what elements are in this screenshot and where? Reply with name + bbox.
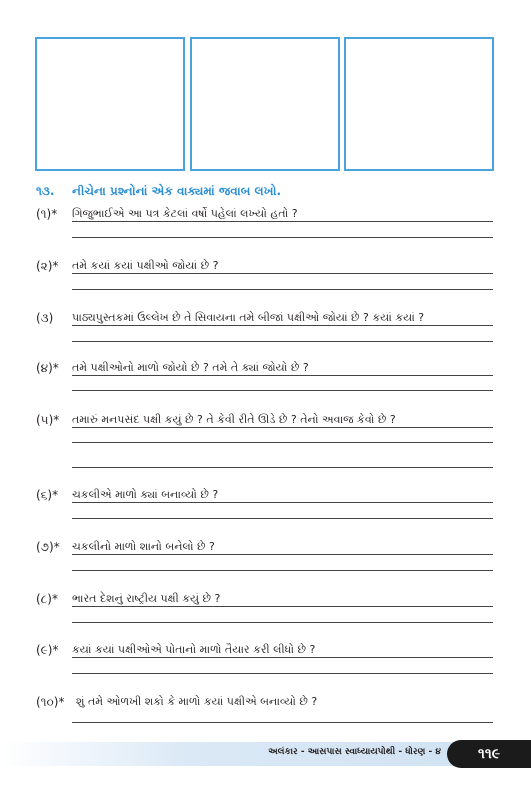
exercise-number: ૧૩. bbox=[36, 184, 55, 198]
question-9 bbox=[36, 643, 493, 663]
answer-line[interactable] bbox=[72, 657, 493, 658]
question-number: (૯)* bbox=[36, 643, 59, 657]
answer-line[interactable] bbox=[72, 570, 493, 571]
question-number: (૬)* bbox=[36, 488, 59, 502]
answer-line[interactable] bbox=[72, 442, 493, 443]
question-5 bbox=[36, 413, 493, 433]
answer-line[interactable] bbox=[72, 375, 493, 376]
answer-line[interactable] bbox=[72, 237, 493, 238]
question-4 bbox=[36, 361, 493, 381]
answer-line[interactable] bbox=[72, 221, 493, 222]
question-7 bbox=[36, 540, 493, 560]
question-text: શું તમે ઓળખી શકો કે માળો કયાં પક્ષીએ બનાવ્યો છે ? bbox=[76, 695, 321, 709]
question-number: (૧૦)* bbox=[36, 695, 65, 709]
question-number: (૫)* bbox=[36, 413, 60, 427]
question-text: પાઠ્યપુસ્તકમાં ઉલ્લેખ છે તે સિવાયના તમે બીજાં પક્ષીઓ જોયાં છે ? કયાં કયાં ? bbox=[72, 311, 428, 325]
question-text: તમારું મનપસંદ પક્ષી કયું છે ? તે કેવી રીતે ઊડે છે ? તેનો અવાજ કેવો છે ? bbox=[72, 413, 400, 427]
question-number: (૩) bbox=[36, 311, 54, 325]
answer-line[interactable] bbox=[72, 502, 493, 503]
question-6 bbox=[36, 488, 493, 508]
exercise-heading bbox=[36, 184, 281, 199]
question-text: ચકલીનો માળો શાનો બનેલો છે ? bbox=[72, 540, 219, 554]
drawing-box-2 bbox=[190, 37, 340, 171]
answer-line[interactable] bbox=[72, 467, 493, 468]
answer-line[interactable] bbox=[72, 606, 493, 607]
answer-line[interactable] bbox=[72, 622, 493, 623]
drawing-box-3 bbox=[344, 37, 494, 171]
answer-line[interactable] bbox=[72, 273, 493, 274]
question-8 bbox=[36, 592, 493, 612]
question-2 bbox=[36, 259, 493, 279]
answer-line[interactable] bbox=[72, 554, 493, 555]
question-text: કયાં કયાં પક્ષીઓએ પોતાનો માળો તૈયાર કરી લીધો છે ? bbox=[72, 643, 319, 657]
question-number: (૪)* bbox=[36, 361, 59, 375]
question-3 bbox=[36, 311, 493, 331]
question-text: તમે પક્ષીઓનો માળો જોયો છે ? તમે તે ક્યાં જોયો છે ? bbox=[72, 361, 313, 375]
question-number: (૮)* bbox=[36, 592, 58, 606]
answer-line[interactable] bbox=[72, 325, 493, 326]
answer-line[interactable] bbox=[72, 390, 493, 391]
question-1 bbox=[36, 207, 493, 227]
answer-line[interactable] bbox=[72, 673, 493, 674]
answer-line[interactable] bbox=[72, 341, 493, 342]
answer-line[interactable] bbox=[72, 722, 493, 723]
answer-line[interactable] bbox=[72, 289, 493, 290]
question-text: ગિજુભાઈએ આ પત્ર કેટલાં વર્ષો પહેલાં લખ્યો હતો ? bbox=[72, 207, 302, 221]
answer-line[interactable] bbox=[72, 518, 493, 519]
question-number: (૭)* bbox=[36, 540, 60, 554]
question-text: તમે કયાં કયાં પક્ષીઓ જોયાં છે ? bbox=[72, 259, 222, 273]
question-number: (૧)* bbox=[36, 207, 58, 221]
question-10 bbox=[36, 695, 493, 715]
question-text: ચકલીએ માળો ક્યાં બનાવ્યો છે ? bbox=[72, 488, 222, 502]
footer-title: અલંકાર - આસપાસ સ્વાધ્યાયપોથી - ધોરણ - ૪ bbox=[268, 747, 441, 757]
exercise-title: નીચેના પ્રશ્નોનાં એક વાક્યમાં જવાબ લખો. bbox=[72, 184, 282, 198]
drawing-box-1 bbox=[35, 37, 185, 171]
question-text: ભારત દેશનું રાષ્ટ્રીય પક્ષી કયું છે ? bbox=[72, 592, 224, 606]
question-number: (૨)* bbox=[36, 259, 59, 273]
answer-line[interactable] bbox=[72, 427, 493, 428]
page-number: ૧૧૯ bbox=[447, 740, 531, 768]
